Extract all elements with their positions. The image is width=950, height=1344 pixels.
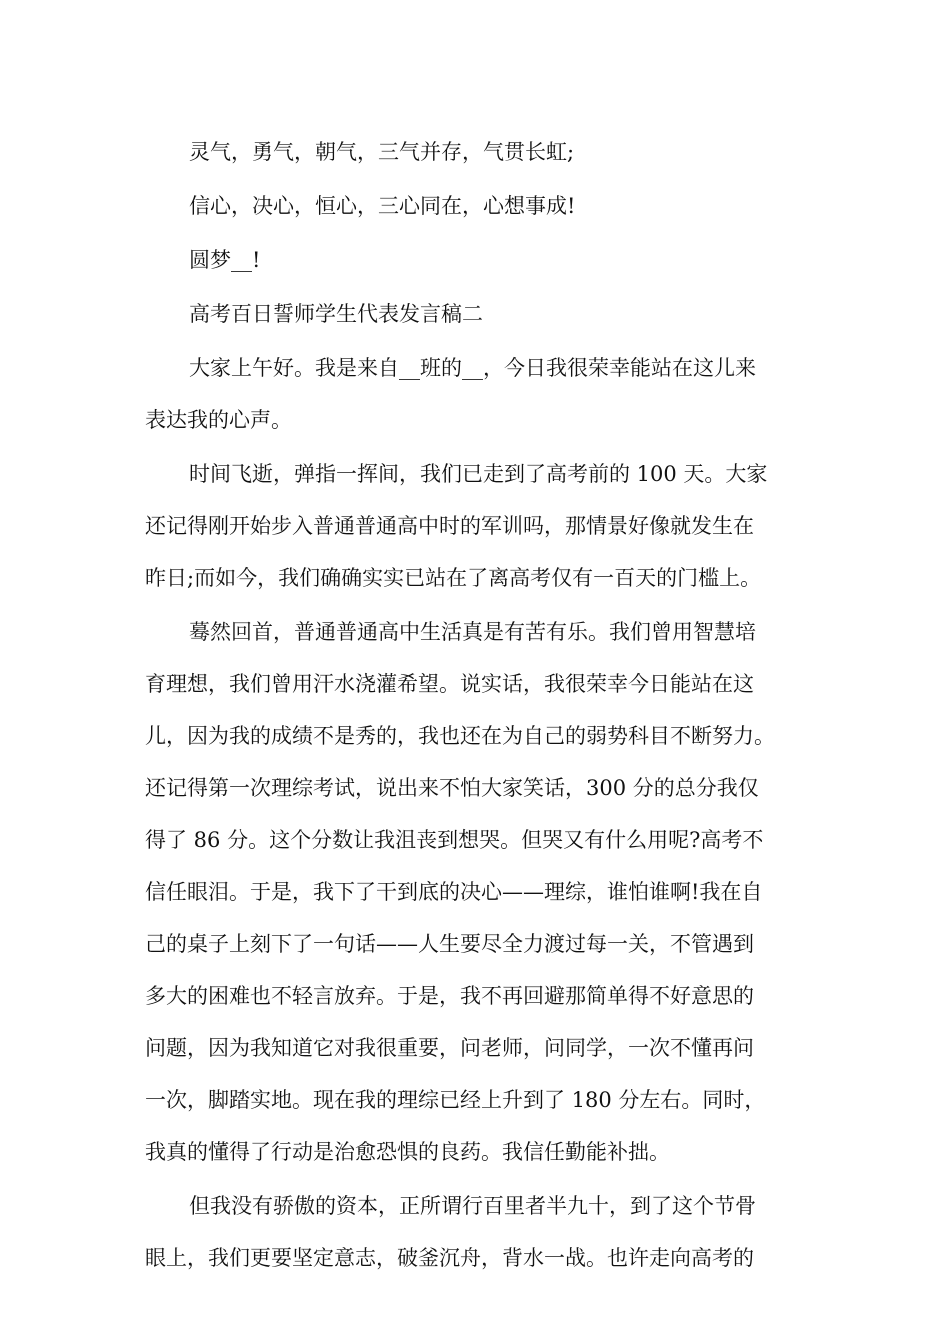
text-line-20: 我真的懂得了行动是治愈恐惧的良药。我信任勤能补拙。: [145, 1140, 670, 1164]
text-line-2: 信心，决心，恒心，三心同在，心想事成!: [189, 194, 576, 218]
text-line-5: 大家上午好。我是来自__班的__，今日我很荣幸能站在这儿来: [189, 356, 756, 380]
section-title: 高考百日誓师学生代表发言稿二: [189, 302, 483, 326]
text-line-18: 问题，因为我知道它对我很重要，问老师，问同学，一次不懂再问: [145, 1036, 754, 1060]
text-line-22: 眼上，我们更要坚定意志，破釜沉舟，背水一战。也许走向高考的: [145, 1246, 754, 1270]
text-line-14: 得了 86 分。这个分数让我沮丧到想哭。但哭又有什么用呢?高考不: [145, 828, 764, 852]
text-line-19: 一次，脚踏实地。现在我的理综已经上升到了 180 分左右。同时，: [145, 1088, 766, 1112]
text-line-7: 时间飞逝，弹指一挥间，我们已走到了高考前的 100 天。大家: [189, 462, 768, 486]
text-line-3: 圆梦__!: [189, 248, 261, 272]
text-line-21: 但我没有骄傲的资本，正所谓行百里者半九十，到了这个节骨: [189, 1194, 756, 1218]
text-line-9: 昨日;而如今，我们确确实实已站在了离高考仅有一百天的门槛上。: [145, 566, 762, 590]
text-line-17: 多大的困难也不轻言放弃。于是，我不再回避那简单得不好意思的: [145, 984, 754, 1008]
text-line-6: 表达我的心声。: [145, 408, 292, 432]
text-line-16: 己的桌子上刻下了一句话——人生要尽全力渡过每一关，不管遇到: [145, 932, 754, 956]
text-line-11: 育理想，我们曾用汗水浇灌希望。说实话，我很荣幸今日能站在这: [145, 672, 754, 696]
text-line-13: 还记得第一次理综考试，说出来不怕大家笑话，300 分的总分我仅: [145, 776, 759, 800]
text-line-12: 儿，因为我的成绩不是秀的，我也还在为自己的弱势科目不断努力。: [145, 724, 775, 748]
text-line-15: 信任眼泪。于是，我下了干到底的决心——理综，谁怕谁啊!我在自: [145, 880, 763, 904]
text-line-8: 还记得刚开始步入普通普通高中时的军训吗，那情景好像就发生在: [145, 514, 754, 538]
text-line-10: 蓦然回首，普通普通高中生活真是有苦有乐。我们曾用智慧培: [189, 620, 756, 644]
document-body: [145, 130, 820, 1280]
text-line-1: 灵气，勇气，朝气，三气并存，气贯长虹;: [189, 140, 575, 164]
